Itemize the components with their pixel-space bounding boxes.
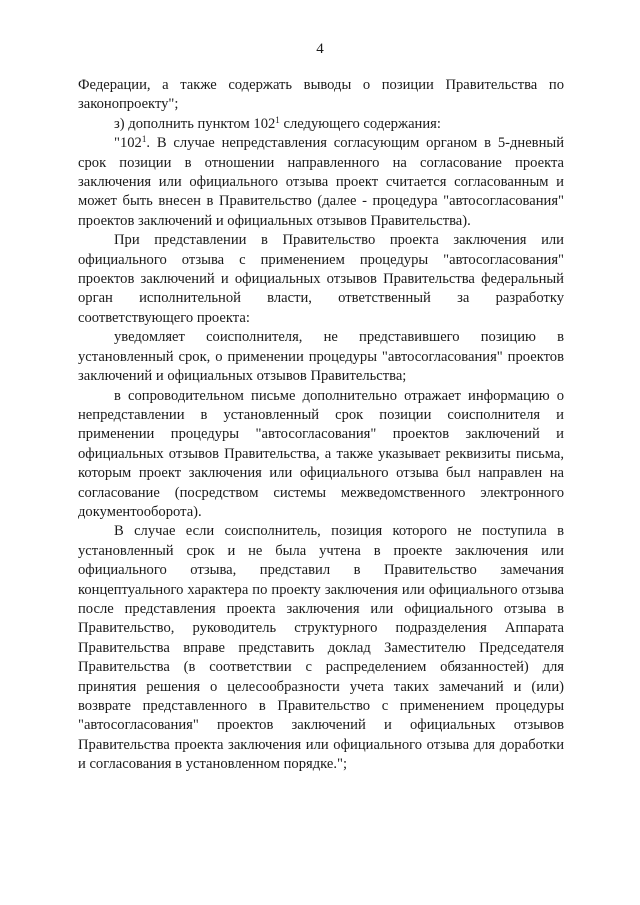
point-102-number: "102 (114, 135, 142, 152)
item-z-superscript: 1 (275, 114, 280, 125)
paragraph-federation-conclusion: Федерации, а также содержать выводы о позиции Правительства по законопроекту"; (78, 77, 564, 113)
item-z-text: з) дополнить пунктом 102 (114, 115, 276, 132)
document-body (78, 76, 564, 775)
page-number: 4 (316, 41, 324, 57)
point-102-superscript: 1 (141, 134, 147, 145)
paragraph-point-102-1 (78, 134, 564, 231)
paragraph-cover-letter: в сопроводительном письме дополнительно отражает информацию о непредставлении в установленный срок позиции соисполнителя и применении процедуры "автосогласования" проектов заключений и официальных отзывов Правительства, а также указывает реквизиты письма, которым проект заключения или официального отзыва был направлен на согласование (посредством системы межведомственного электронного документооборота). (78, 387, 564, 520)
item-z-text-tail: следующего содержания: (279, 115, 441, 132)
paragraph-notifies-coexecutor: уведомляет соисполнителя, не представившего позицию в установленный срок, о применении процедуры "автосогласования" проектов заключений и официальных отзывов Правительства; (78, 329, 564, 385)
paragraph-submission-procedure: При представлении в Правительство проекта заключения или официального отзыва с применением процедуры "автосогласования" проектов заключений и официальных отзывов Правительства федеральный орган исполнительной власти, ответственный за разработку соответствующего проекта: (78, 232, 564, 326)
point-102-text: . В случае непредставления согласующим органом в 5-дневный срок позиции в отношении направленного на согласование проекта заключения или официального отзыва проект считается согласованным и может быть внесен в Правительство (далее - процедура "автосогласования" проектов заключений и официальных отзывов Правительства). (78, 135, 564, 229)
paragraph-coexecutor-remarks: В случае если соисполнитель, позиция которого не поступила в установленный срок и не была учтена в проекте заключения или официального отзыва, представил в Правительство замечания концептуального характера по проекту заключения или официального отзыва после представления проекта заключения или официального отзыва в Правительство, руководитель структурного подразделения Аппарата Правительства вправе представить доклад Заместителю Председателя Правительства (в соответствии с распределением обязанностей) для принятия решения о целесообразности учета таких замечаний и (или) возврате представленного в Правительство с применением процедуры "автосогласования" проектов заключений и официальных отзывов Правительства проекта заключения или официального отзыва для доработки и согласования в установленном порядке."; (78, 523, 564, 773)
paragraph-item-z (78, 115, 564, 134)
